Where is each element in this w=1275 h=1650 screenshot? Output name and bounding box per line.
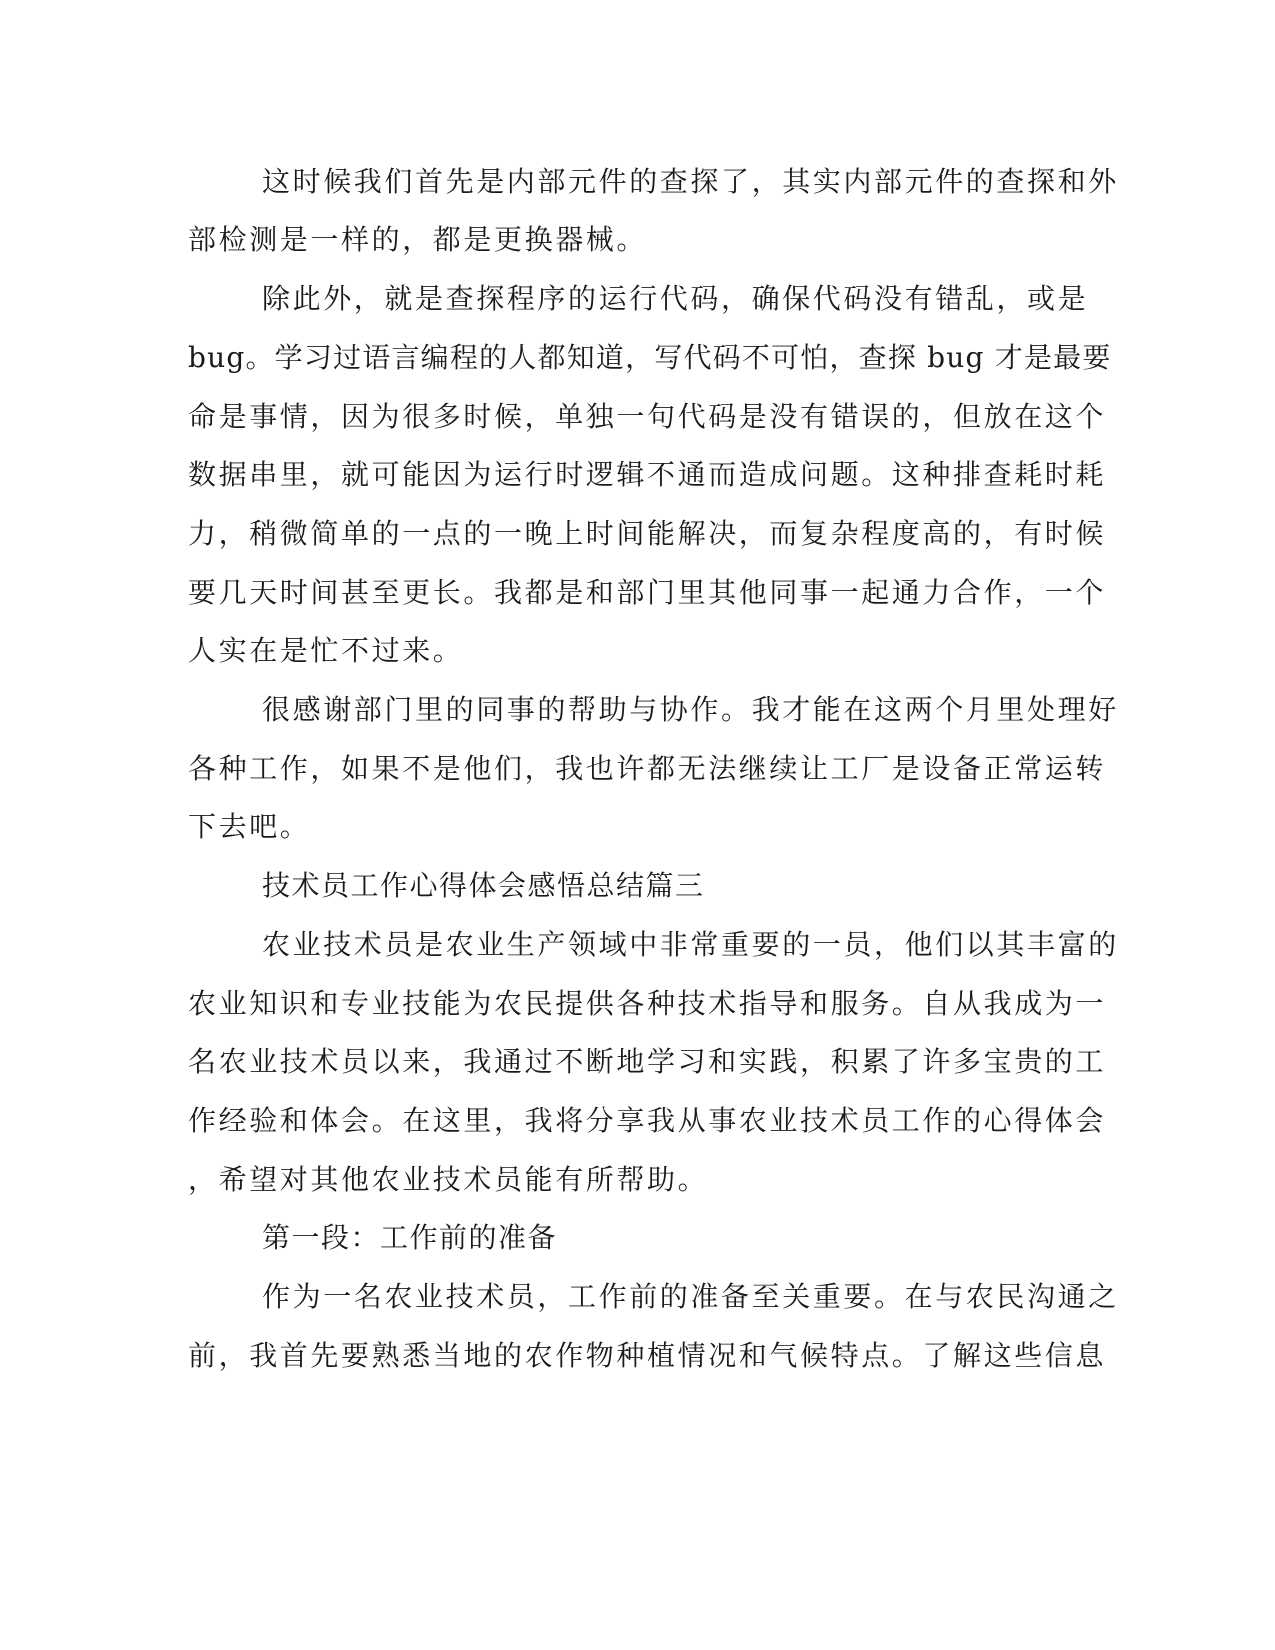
paragraph-line: 人实在是忙不过来。 [188, 634, 464, 667]
paragraph-line: 命是事情，因为很多时候，单独一句代码是没有错误的，但放在这个 [188, 400, 1107, 433]
paragraph-line: 下去吧。 [188, 810, 311, 843]
paragraph-line: 名农业技术员以来，我通过不断地学习和实践，积累了许多宝贵的工 [188, 1045, 1107, 1078]
paragraph-line: 各种工作，如果不是他们，我也许都无法继续让工厂是设备正常运转 [188, 752, 1107, 785]
paragraph-line: 部检测是一样的，都是更换器械。 [188, 223, 648, 256]
paragraph-line: 数据串里，就可能因为运行时逻辑不通而造成问题。这种排查耗时耗 [188, 458, 1107, 491]
paragraph-line: 农业技术员是农业生产领域中非常重要的一员，他们以其丰富的 [262, 928, 1119, 961]
section-subheading: 第一段：工作前的准备 [262, 1221, 558, 1254]
paragraph-line: 力，稍微简单的一点的一晚上时间能解决，而复杂程度高的，有时候 [188, 517, 1107, 550]
paragraph-line: bug。学习过语言编程的人都知道，写代码不可怕，查探 bug 才是最要 [188, 341, 1112, 374]
paragraph-line: 很感谢部门里的同事的帮助与协作。我才能在这两个月里处理好 [262, 693, 1119, 726]
paragraph-line: 这时候我们首先是内部元件的查探了，其实内部元件的查探和外 [262, 165, 1119, 198]
paragraph-line: 要几天时间甚至更长。我都是和部门里其他同事一起通力合作，一个 [188, 576, 1107, 609]
paragraph-line: ，希望对其他农业技术员能有所帮助。 [188, 1163, 709, 1196]
paragraph-line: 作为一名农业技术员，工作前的准备至关重要。在与农民沟通之 [262, 1280, 1119, 1313]
paragraph-line: 前，我首先要熟悉当地的农作物种植情况和气候特点。了解这些信息 [188, 1339, 1107, 1372]
section-heading: 技术员工作心得体会感悟总结篇三 [262, 869, 705, 902]
paragraph-line: 除此外，就是查探程序的运行代码，确保代码没有错乱，或是 [262, 282, 1089, 315]
paragraph-line: 农业知识和专业技能为农民提供各种技术指导和服务。自从我成为一 [188, 987, 1107, 1020]
paragraph-line: 作经验和体会。在这里，我将分享我从事农业技术员工作的心得体会 [188, 1104, 1107, 1137]
